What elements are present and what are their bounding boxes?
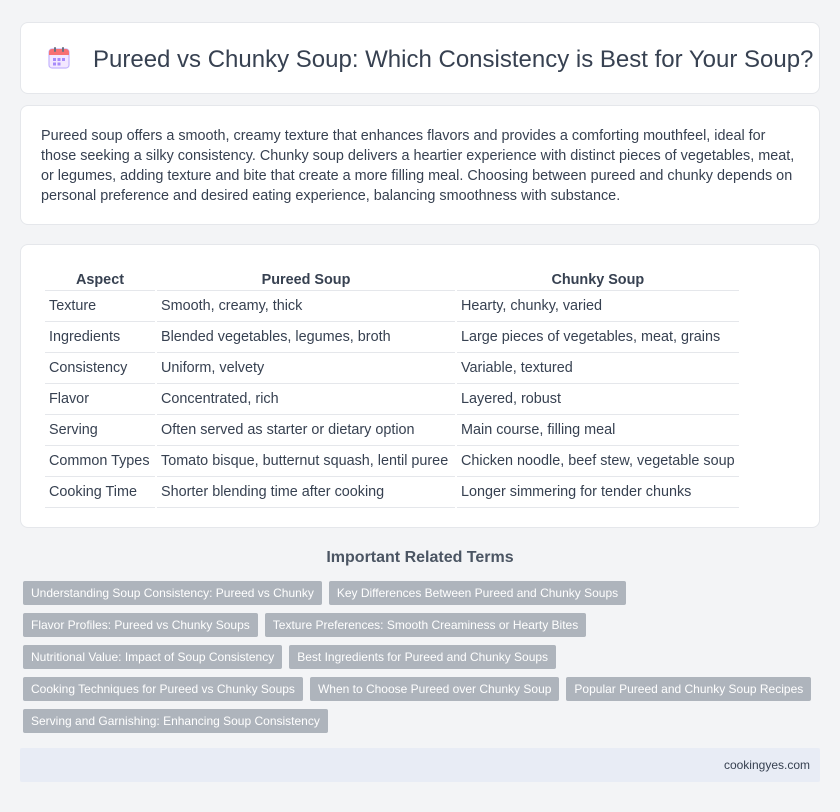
table-row: [45, 322, 739, 353]
cell-pureed: Smooth, creamy, thick: [157, 291, 455, 322]
cell-chunky: Hearty, chunky, varied: [457, 291, 739, 322]
header-pureed-soup: Pureed Soup: [157, 265, 455, 291]
cell-pureed: Shorter blending time after cooking: [157, 477, 455, 508]
cell-pureed: Tomato bisque, butternut squash, lentil puree: [157, 446, 455, 477]
cell-aspect: Texture: [45, 291, 155, 322]
header-card: [20, 22, 820, 94]
comparison-table: [43, 265, 741, 508]
related-term-tag[interactable]: Serving and Garnishing: Enhancing Soup Consistency: [23, 709, 328, 733]
cell-chunky: Main course, filling meal: [457, 415, 739, 446]
related-terms-title: Important Related Terms: [326, 549, 514, 566]
related-terms-list: [23, 581, 823, 733]
comparison-table-card: [20, 244, 820, 528]
related-term-tag[interactable]: Popular Pureed and Chunky Soup Recipes: [566, 677, 811, 701]
cell-chunky: Large pieces of vegetables, meat, grains: [457, 322, 739, 353]
table-row: [45, 291, 739, 322]
footer: [20, 748, 820, 782]
table-row: [45, 384, 739, 415]
cell-pureed: Often served as starter or dietary option: [157, 415, 455, 446]
table-row: [45, 415, 739, 446]
cell-chunky: Variable, textured: [457, 353, 739, 384]
cell-chunky: Longer simmering for tender chunks: [457, 477, 739, 508]
cell-aspect: Serving: [45, 415, 155, 446]
table-row: [45, 477, 739, 508]
table-row: [45, 353, 739, 384]
related-term-tag[interactable]: Texture Preferences: Smooth Creaminess or Hearty Bites: [265, 613, 586, 637]
table-row: [45, 446, 739, 477]
page-title: Pureed vs Chunky Soup: Which Consistency is Best for Your Soup?: [93, 46, 814, 73]
related-term-tag[interactable]: Cooking Techniques for Pureed vs Chunky Soups: [23, 677, 303, 701]
related-term-tag[interactable]: Best Ingredients for Pureed and Chunky Soups: [289, 645, 556, 669]
related-term-tag[interactable]: Key Differences Between Pureed and Chunky Soups: [329, 581, 626, 605]
cell-chunky: Chicken noodle, beef stew, vegetable soup: [457, 446, 739, 477]
intro-card: [20, 105, 820, 225]
cell-chunky: Layered, robust: [457, 384, 739, 415]
related-term-tag[interactable]: Flavor Profiles: Pureed vs Chunky Soups: [23, 613, 258, 637]
header-aspect: Aspect: [45, 265, 155, 291]
intro-paragraph: Pureed soup offers a smooth, creamy texture that enhances flavors and provides a comforting mouthfeel, ideal for those seeking a silky consistency. Chunky soup delivers a heartier experience with distinct pieces of vegetables, meat, or legumes, adding texture and bite that create a more filling meal. Choosing between pureed and chunky depends on personal preference and desired eating experience, balancing smoothness with substance.: [41, 128, 795, 204]
cell-aspect: Consistency: [45, 353, 155, 384]
related-term-tag[interactable]: When to Choose Pureed over Chunky Soup: [310, 677, 559, 701]
cell-aspect: Common Types: [45, 446, 155, 477]
table-header-row: [45, 265, 739, 291]
related-term-tag[interactable]: Understanding Soup Consistency: Pureed vs Chunky: [23, 581, 322, 605]
cell-pureed: Blended vegetables, legumes, broth: [157, 322, 455, 353]
cell-pureed: Concentrated, rich: [157, 384, 455, 415]
related-term-tag[interactable]: Nutritional Value: Impact of Soup Consistency: [23, 645, 282, 669]
header-chunky-soup: Chunky Soup: [457, 265, 739, 291]
footer-site-name: cookingyes.com: [723, 758, 810, 772]
cell-aspect: Flavor: [45, 384, 155, 415]
cell-pureed: Uniform, velvety: [157, 353, 455, 384]
calendar-icon: [46, 45, 72, 71]
cell-aspect: Ingredients: [45, 322, 155, 353]
cell-aspect: Cooking Time: [45, 477, 155, 508]
